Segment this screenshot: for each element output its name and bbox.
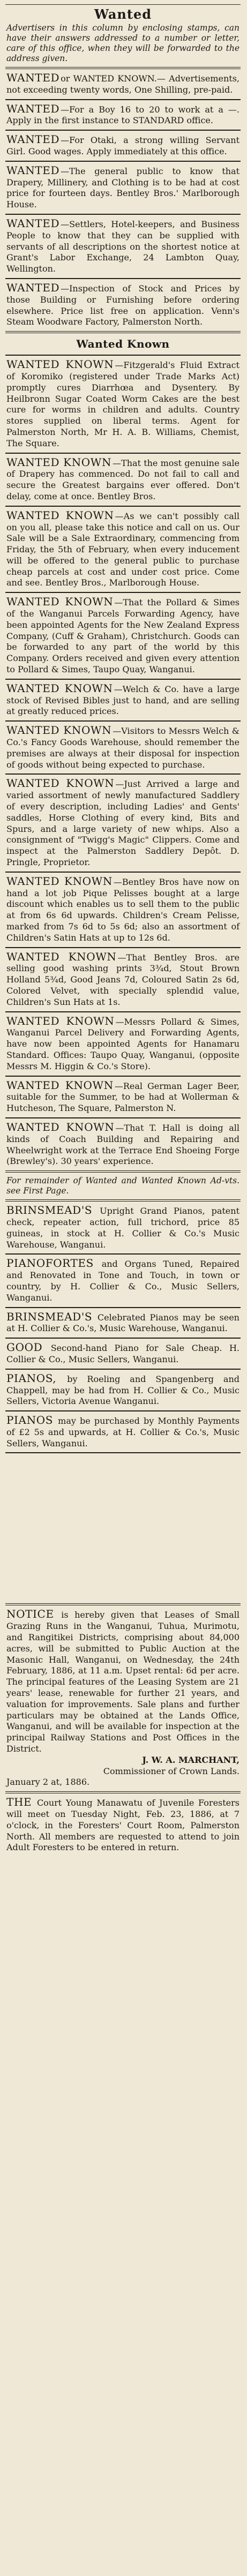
ad-body: and Organs Tuned, Repaired and Renovated in Tone and Touch, in town or country, by H. Collier & Co., Music Sellers, Wanganui. [6,1259,239,1303]
ad-lead: WANTED KNOWN [6,777,115,790]
ad-body: —Bentley Bros have now on hand a lot job Pique Pelisses bought at a large discount which enables us to sell them to the public at from 6s 6d upwards. Children's Cream Pelisse, marked from 7s 6d to 5s 6d; also an assortment of Children's Satin Hats at up to 12s 6d. [6,876,239,943]
notice-lead: THE [6,1796,32,1809]
crown-lands-notice [5,1603,241,1791]
ad-body: —Inspection of Stock and Prices by those Building or Furnishing before ordering elsewhere. Price list free on application. Venn's Steam Woodware Factory, Palmerston North. [6,283,239,327]
ad-lead: WANTED [6,216,60,230]
ad-lead: WANTED KNOWN [6,358,114,371]
ad-lead: WANTED KNOWN [6,1014,115,1027]
known-ad-1 [5,453,241,506]
music-ad-2 [5,1307,241,1338]
top-rule [5,4,241,5]
ad-4 [5,214,241,278]
ad-body: —For Otaki, a strong willing Servant Girl. Good wages. Apply immediately at this office. [6,135,239,156]
ad-body: —Fitzgerald's Fluid Extract of Koromiko (registered under Trade Marks Act) promptly cures Diarrhœa and Dysentery. By Heilbronn Sugar Coated Worm Cakes are the best cure for worms in children and adults. Country stores supplied on liberal terms. Agent for Palmerston North, Mr H. A. B. Williams, Chemist, The Square. [6,360,239,448]
known-ad-7 [5,872,241,947]
column-title: Wanted [94,6,152,22]
ad-body: —That the most genuine sale of Drapery has commenced. Do not fail to call and secure the Greatest bargains ever offered. Don't delay, come at once. Bentley Bros. [6,457,239,501]
ad-body: —The general public to know that Drapery, Millinery, and Clothing is to be had at cost price for fourteen days. Bentley Bros.' Marlborough House. [6,166,239,210]
ad-body: For remainder of Wanted and Wanted Known Ad-vts. see First Page. [6,1176,239,1196]
known-ad-11 [5,1117,241,1170]
foresters-notice [5,1791,241,1857]
ad-lead: WANTED KNOWN [6,1120,115,1133]
ad-lead: WANTED KNOWN [6,455,112,469]
ad-body: —Settlers, Hotel-keepers, and Business People to know that they can be supplied with servants of all descriptions on the shortest notice at Grant's Labor Exchange, 24 Lambton Quay, Wellington. [6,219,239,274]
ad-lead: WANTED KNOWN [6,508,114,522]
ad-body: or WANTED KNOWN.— Advertisements, not exceeding twenty words, One Shilling, pre-paid. [6,73,239,95]
ad-body: Second-hand Piano for Sale Cheap. H. Collier & Co., Music Sellers, Wanganui. [6,1343,239,1364]
notice-lead: NOTICE [6,1608,54,1621]
ad-lead: GOOD [6,1341,43,1354]
ad-0 [5,67,241,99]
known-ad-4 [5,679,241,720]
ad-1 [5,99,241,130]
column-notice: Advertisers in this column by enclosing stamps, can have their answers addressed to a number or letter, care of this office, when they will be forwarded to the address given. [6,23,239,63]
blank-space [5,1452,241,1603]
notice-body: is hereby given that Leases of Small Grazing Runs in the Wanganui, Tuhua, Murimotu, and Rangitikei Districts, comprising about 84,000 acres, will be submitted to Public Auction at the Masonic Hall, Wanganui, on Wednesday, the 24th February, 1886, at 11 a.m. Upset rental: 6d per acre. The principal features of the Leasing System are 21 years' lease, renewable for further 21 years, and valuation for improvements. Sale plans and further particulars may be obtained at the Lands Office, Wanganui, and will be available for inspection at the principal Railway Stations and Post Offices in the District. [6,1610,239,1754]
ad-lead: WANTED KNOWN [6,595,114,609]
notice-signatory: J. W. A. MARCHANT, [142,1754,239,1765]
music-ad-5 [5,1410,241,1452]
ad-lead: BRINSMEAD'S [6,1204,93,1217]
ad-lead: WANTED [6,163,60,177]
notice-body: Court Young Manawatu of Juvenile Foresters will meet on Tuesday Night, Feb. 23, 1886, at 7 o'clock, in the Foresters' Court Room, Palmerston North. All members are requested to attend to join Adult Foresters to be entered in return. [6,1798,240,1853]
music-ad-4 [5,1369,241,1410]
ad-lead: PIANOS, [6,1371,57,1385]
ad-body: —For a Boy 16 to 20 to work at a —. Apply in the first instance to STANDARD office. [6,104,239,126]
ad-lead: BRINSMEAD'S [6,1310,93,1323]
ad-lead: WANTED [6,133,60,146]
known-ad-2 [5,506,241,592]
ad-lead: WANTED KNOWN [6,874,113,888]
ad-lead: PIANOFORTES [6,1257,94,1270]
ad-body: —As we can't possibly call on you all, please take this notice and call on us. Our Sale will be a Sale Extraordinary, commencing from Friday, the 5th of February, when every inducement will be offered to the general public to purchase cheap parcels at cost and under cost price. Come and see. Bentley Bros., Marlborough House. [6,510,239,588]
known-ad-3 [5,592,241,679]
notice-signatory-role: Commissioner of Crown Lands. [103,1766,239,1776]
ad-body: by Roeling and Spangenberg and Chappell, may be had from H. Collier & Co., Music Sellers, Victoria Avenue Wanganui. [6,1373,240,1407]
ad-lead: WANTED [6,281,60,294]
ad-lead: WANTED KNOWN [6,681,113,695]
ad-lead: WANTED [6,71,60,84]
ad-body: —Real German Lager Beer, suitable for the Summer, to be had at Wollerman & Hutcheson, The Square, Palmerston N. [6,1080,239,1114]
ad-lead: WANTED KNOWN [6,724,112,737]
ad-body: may be purchased by Monthly Payments of £2 5s and upwards, at H. Collier & Co.'s, Music Sellers, Wanganui. [6,1416,239,1448]
ad-body: —Messrs Pollard & Simes, Wanganui Parcel Delivery and Forwarding Agents, have now been appointed Agents for Hanamaru Standard. Offices: Taupo Quay, Wanganui, (opposite Messrs M. Higgin & Co.'s Store). [6,1016,239,1071]
ad-body: —Welch & Co. have a large stock of Revised Bibles just to hand, and are selling at greatly reduced prices. [6,684,240,717]
notice-date: January 2 at, 1886. [6,1777,90,1788]
music-ad-0 [5,1199,241,1253]
known-ad-12 [5,1170,241,1199]
ad-body: —That Bentley Bros. are selling good washing prints 3¾d, Stout Brown Holland 5¾d, Good Jeans 7d, Coloured Satin 2s 6d, Colored Velvet, with specially splendid value, Children's Sun Hats at 1s. [6,952,240,1007]
ad-3 [5,161,241,214]
known-ad-6 [5,773,241,871]
ad-lead: PIANOS [6,1414,53,1427]
ad-body: —That T. Hall is doing all kinds of Coach Building and Repairing and Wheelwright work at the Terrace End Shoeing Forge (Brewley's). 30 years' experience. [6,1122,239,1167]
music-ad-3 [5,1338,241,1369]
known-ad-0 [5,355,241,452]
ad-body: —Visitors to Messrs Welch & Co.'s Fancy Goods Warehouse, should remember the premises are always at their disposal for inspection of goods without being expected to purchase. [6,726,239,770]
ad-body: Upright Grand Pianos, patent check, repeater action, full trichord, price 85 guineas, in stock at H. Collier & Co.'s Music Warehouse, Wanganui. [6,1206,239,1250]
known-ad-10 [5,1076,241,1117]
ad-lead: WANTED KNOWN [6,950,117,963]
ad-body: —That the Pollard & Simes of the Wanganui Parcels Forwarding Agency, have been appointed Agents for the New Zealand Express Company, (Cuff & Graham), Christchurch. Goods can be forwarded to any part of the world by this Company. Orders received and given every attention to Pollard & Simes, Taupo Quay, Wanganui. [6,597,239,675]
known-ad-8 [5,947,241,1011]
ad-body: Celebrated Pianos may be seen at H. Collier & Co.'s, Music Warehouse, Wanganui. [6,1312,239,1334]
ad-body: —Just Arrived a large and varied assortment of newly manufactured Saddlery of every description, including Ladies' and Gents' saddles, Horse Clothing of every kind, Bits and Spurs, and a large variety of new whips. Also a consignment of "Twigg's Magic" Clippers. Come and inspect at the Palmerston Saddlery Depôt. D. Pringle, Proprietor. [6,779,240,868]
ad-lead: WANTED KNOWN [6,1078,114,1092]
ad-lead: WANTED [6,102,60,115]
known-title: Wanted Known [76,337,170,351]
ad-5 [5,278,241,331]
known-section [5,331,241,355]
music-ad-1 [5,1253,241,1306]
known-ad-5 [5,720,241,773]
known-ad-9 [5,1011,241,1076]
ad-2 [5,130,241,161]
